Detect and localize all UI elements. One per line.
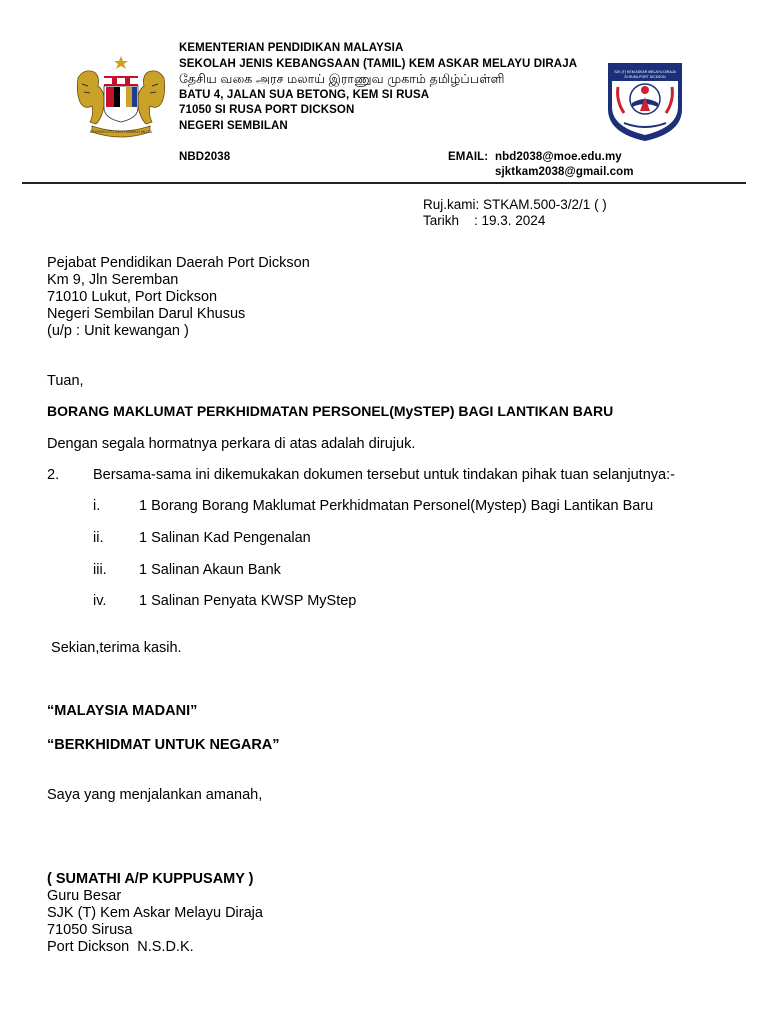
- email-primary: nbd2038@moe.edu.my: [495, 151, 622, 163]
- address-line-2: 71050 SI RUSA PORT DICKSON: [179, 104, 355, 116]
- paragraph-number: 2.: [47, 467, 60, 483]
- svg-text:SJK (T) KEM ASKAR MELAYU DIRAJ: SJK (T) KEM ASKAR MELAYU DIRAJA: [614, 70, 676, 74]
- list-item-number: iii.: [93, 562, 107, 578]
- school-code: NBD2038: [179, 151, 231, 163]
- list-item-number: ii.: [93, 530, 104, 546]
- recipient-line: Pejabat Pendidikan Daerah Port Dickson: [47, 255, 310, 271]
- list-item-number: i.: [93, 498, 101, 514]
- reference-number: Ruj.kami: STKAM.500-3/2/1 ( ): [423, 197, 607, 212]
- signatory-school: SJK (T) Kem Askar Melayu Diraja: [47, 905, 263, 921]
- svg-text:BERSEKUTU BERTAMBAH MUTU: BERSEKUTU BERTAMBAH MUTU: [89, 129, 153, 134]
- signatory-postcode: 71050 Sirusa: [47, 922, 133, 938]
- svg-text:SI RUSA PORT DICKSON: SI RUSA PORT DICKSON: [624, 75, 666, 79]
- slogan-berkhidmat: “BERKHIDMAT UNTUK NEGARA”: [47, 737, 280, 753]
- list-item: 1 Borang Borang Maklumat Perkhidmatan Personel(Mystep) Bagi Lantikan Baru: [139, 498, 654, 514]
- school-badge-logo: [604, 57, 686, 143]
- email-label: EMAIL:: [448, 151, 489, 163]
- list-item: 1 Salinan Penyata KWSP MyStep: [139, 593, 357, 609]
- list-item: 1 Salinan Kad Pengenalan: [139, 530, 311, 546]
- signatory-name: ( SUMATHI A/P KUPPUSAMY ): [47, 871, 254, 887]
- recipient-line: Negeri Sembilan Darul Khusus: [47, 306, 246, 322]
- signatory-title: Guru Besar: [47, 888, 122, 904]
- address-line-1: BATU 4, JALAN SUA BETONG, KEM SI RUSA: [179, 89, 430, 101]
- email-secondary: sjktkam2038@gmail.com: [495, 166, 634, 178]
- letter-date: Tarikh : 19.3. 2024: [423, 213, 546, 228]
- list-item-number: iv.: [93, 593, 107, 609]
- coat-of-arms-logo: [72, 56, 170, 140]
- school-name: SEKOLAH JENIS KEBANGSAAN (TAMIL) KEM ASKAR MELAYU DIRAJA: [179, 58, 578, 70]
- ministry-name: KEMENTERIAN PENDIDIKAN MALAYSIA: [179, 42, 404, 54]
- intro-paragraph: Dengan segala hormatnya perkara di atas adalah dirujuk.: [47, 436, 416, 452]
- paragraph-text: Bersama-sama ini dikemukakan dokumen tersebut untuk tindakan pihak tuan selanjutnya:-: [93, 467, 675, 483]
- recipient-line: Km 9, Jln Seremban: [47, 272, 179, 288]
- letter-subject: BORANG MAKLUMAT PERKHIDMATAN PERSONEL(MySTEP) BAGI LANTIKAN BARU: [47, 403, 614, 419]
- school-name-tamil: தேசிய வகை அரச மலாய் இராணுவ முகாம் தமிழ்ப்பள்ளி: [179, 72, 505, 86]
- slogan-madani: “MALAYSIA MADANI”: [47, 703, 198, 719]
- letterhead-divider: [22, 182, 746, 184]
- salutation: Tuan,: [47, 373, 84, 389]
- list-item: 1 Salinan Akaun Bank: [139, 562, 281, 578]
- address-line-3: NEGERI SEMBILAN: [179, 120, 288, 132]
- recipient-line: 71010 Lukut, Port Dickson: [47, 289, 218, 305]
- signatory-town: Port Dickson N.S.D.K.: [47, 939, 194, 955]
- sign-off: Saya yang menjalankan amanah,: [47, 787, 263, 803]
- recipient-line: (u/p : Unit kewangan ): [47, 323, 189, 339]
- closing-text: Sekian,terima kasih.: [47, 640, 182, 656]
